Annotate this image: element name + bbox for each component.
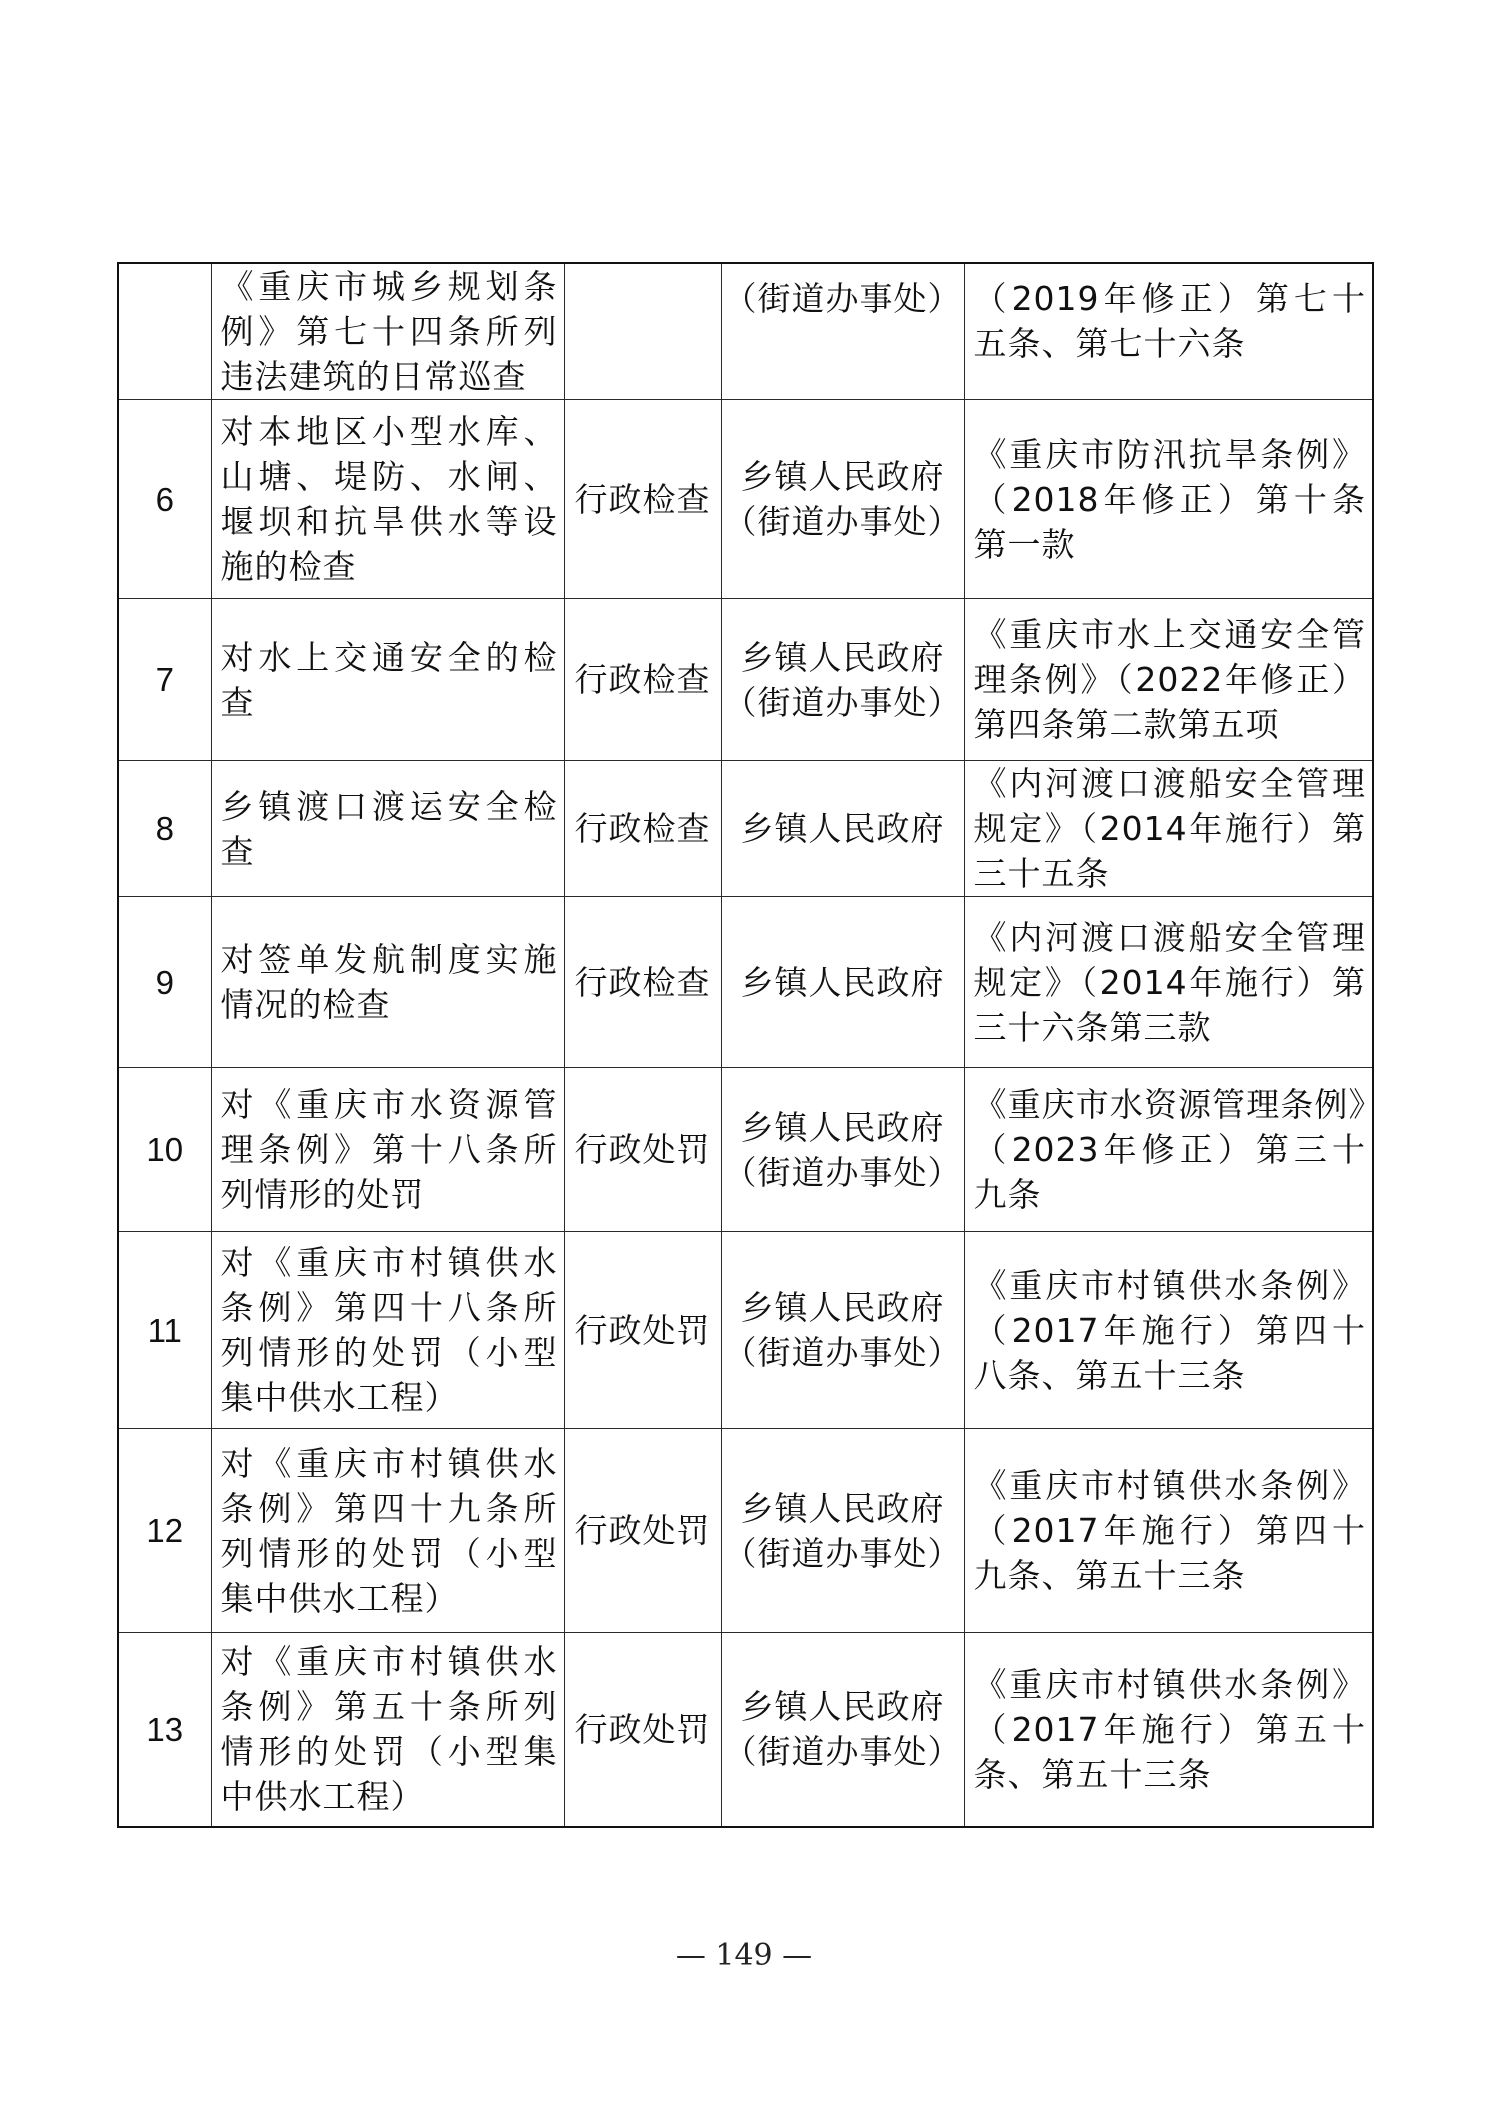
table-row <box>118 263 1373 400</box>
implementing-body-cell: （街道办事处） <box>721 263 964 400</box>
legal-basis-cell: 《重庆市村镇供水条例》（2017年施行）第五十条、第五十三条 <box>964 1633 1373 1827</box>
power-type-cell: 行政检查 <box>564 761 721 897</box>
implementing-body-cell: 乡镇人民政府（街道办事处） <box>721 1068 964 1232</box>
power-type-cell: 行政检查 <box>564 400 721 599</box>
powers-list-table <box>117 262 1374 1828</box>
table-row <box>118 1068 1373 1232</box>
legal-basis-cell: 《内河渡口渡船安全管理规定》（2014年施行）第三十五条 <box>964 761 1373 897</box>
legal-basis-cell: 《重庆市水上交通安全管理条例》（2022年修正）第四条第二款第五项 <box>964 599 1373 761</box>
table-row <box>118 599 1373 761</box>
row-number: 11 <box>118 1232 211 1429</box>
table-row <box>118 1429 1373 1633</box>
legal-basis-cell: 《重庆市水资源管理条例》（2023年修正）第三十九条 <box>964 1068 1373 1232</box>
page-number: — 149 — <box>675 1938 813 1973</box>
legal-basis-cell: 《重庆市村镇供水条例》（2017年施行）第四十八条、第五十三条 <box>964 1232 1373 1429</box>
legal-basis-cell: 《重庆市防汛抗旱条例》（2018年修正）第十条第一款 <box>964 400 1373 599</box>
power-type-cell: 行政处罚 <box>564 1429 721 1633</box>
implementing-body-cell: 乡镇人民政府（街道办事处） <box>721 1633 964 1827</box>
row-number: 10 <box>118 1068 211 1232</box>
item-name-cell: 对签单发航制度实施情况的检查 <box>211 897 564 1068</box>
item-name-cell: 对《重庆市村镇供水条例》第五十条所列情形的处罚（小型集中供水工程） <box>211 1633 564 1827</box>
row-number: 12 <box>118 1429 211 1633</box>
power-type-cell: 行政处罚 <box>564 1068 721 1232</box>
row-number: 9 <box>118 897 211 1068</box>
power-type-cell: 行政处罚 <box>564 1633 721 1827</box>
table-row <box>118 897 1373 1068</box>
row-number: 13 <box>118 1633 211 1827</box>
implementing-body-cell: 乡镇人民政府 <box>721 761 964 897</box>
row-number <box>118 263 211 400</box>
table-row <box>118 1232 1373 1429</box>
item-name-cell: 对本地区小型水库、山塘、堤防、水闸、堰坝和抗旱供水等设施的检查 <box>211 400 564 599</box>
power-type-cell: 行政处罚 <box>564 1232 721 1429</box>
row-number: 6 <box>118 400 211 599</box>
item-name-cell: 乡镇渡口渡运安全检查 <box>211 761 564 897</box>
item-name-cell: 对《重庆市村镇供水条例》第四十九条所列情形的处罚（小型集中供水工程） <box>211 1429 564 1633</box>
item-name-cell: 《重庆市城乡规划条例》第七十四条所列违法建筑的日常巡查 <box>211 263 564 400</box>
implementing-body-cell: 乡镇人民政府（街道办事处） <box>721 400 964 599</box>
legal-basis-cell: 《重庆市村镇供水条例》（2017年施行）第四十九条、第五十三条 <box>964 1429 1373 1633</box>
implementing-body-cell: 乡镇人民政府（街道办事处） <box>721 1232 964 1429</box>
item-name-cell: 对水上交通安全的检查 <box>211 599 564 761</box>
row-number: 8 <box>118 761 211 897</box>
power-type-cell: 行政检查 <box>564 599 721 761</box>
table-row <box>118 1633 1373 1827</box>
power-type-cell: 行政检查 <box>564 897 721 1068</box>
row-number: 7 <box>118 599 211 761</box>
item-name-cell: 对《重庆市村镇供水条例》第四十八条所列情形的处罚（小型集中供水工程） <box>211 1232 564 1429</box>
item-name-cell: 对《重庆市水资源管理条例》第十八条所列情形的处罚 <box>211 1068 564 1232</box>
table-row <box>118 400 1373 599</box>
implementing-body-cell: 乡镇人民政府（街道办事处） <box>721 599 964 761</box>
implementing-body-cell: 乡镇人民政府（街道办事处） <box>721 1429 964 1633</box>
legal-basis-cell: 《内河渡口渡船安全管理规定》（2014年施行）第三十六条第三款 <box>964 897 1373 1068</box>
implementing-body-cell: 乡镇人民政府 <box>721 897 964 1068</box>
power-type-cell <box>564 263 721 400</box>
legal-basis-cell: （2019年修正）第七十五条、第七十六条 <box>964 263 1373 400</box>
table-row <box>118 761 1373 897</box>
